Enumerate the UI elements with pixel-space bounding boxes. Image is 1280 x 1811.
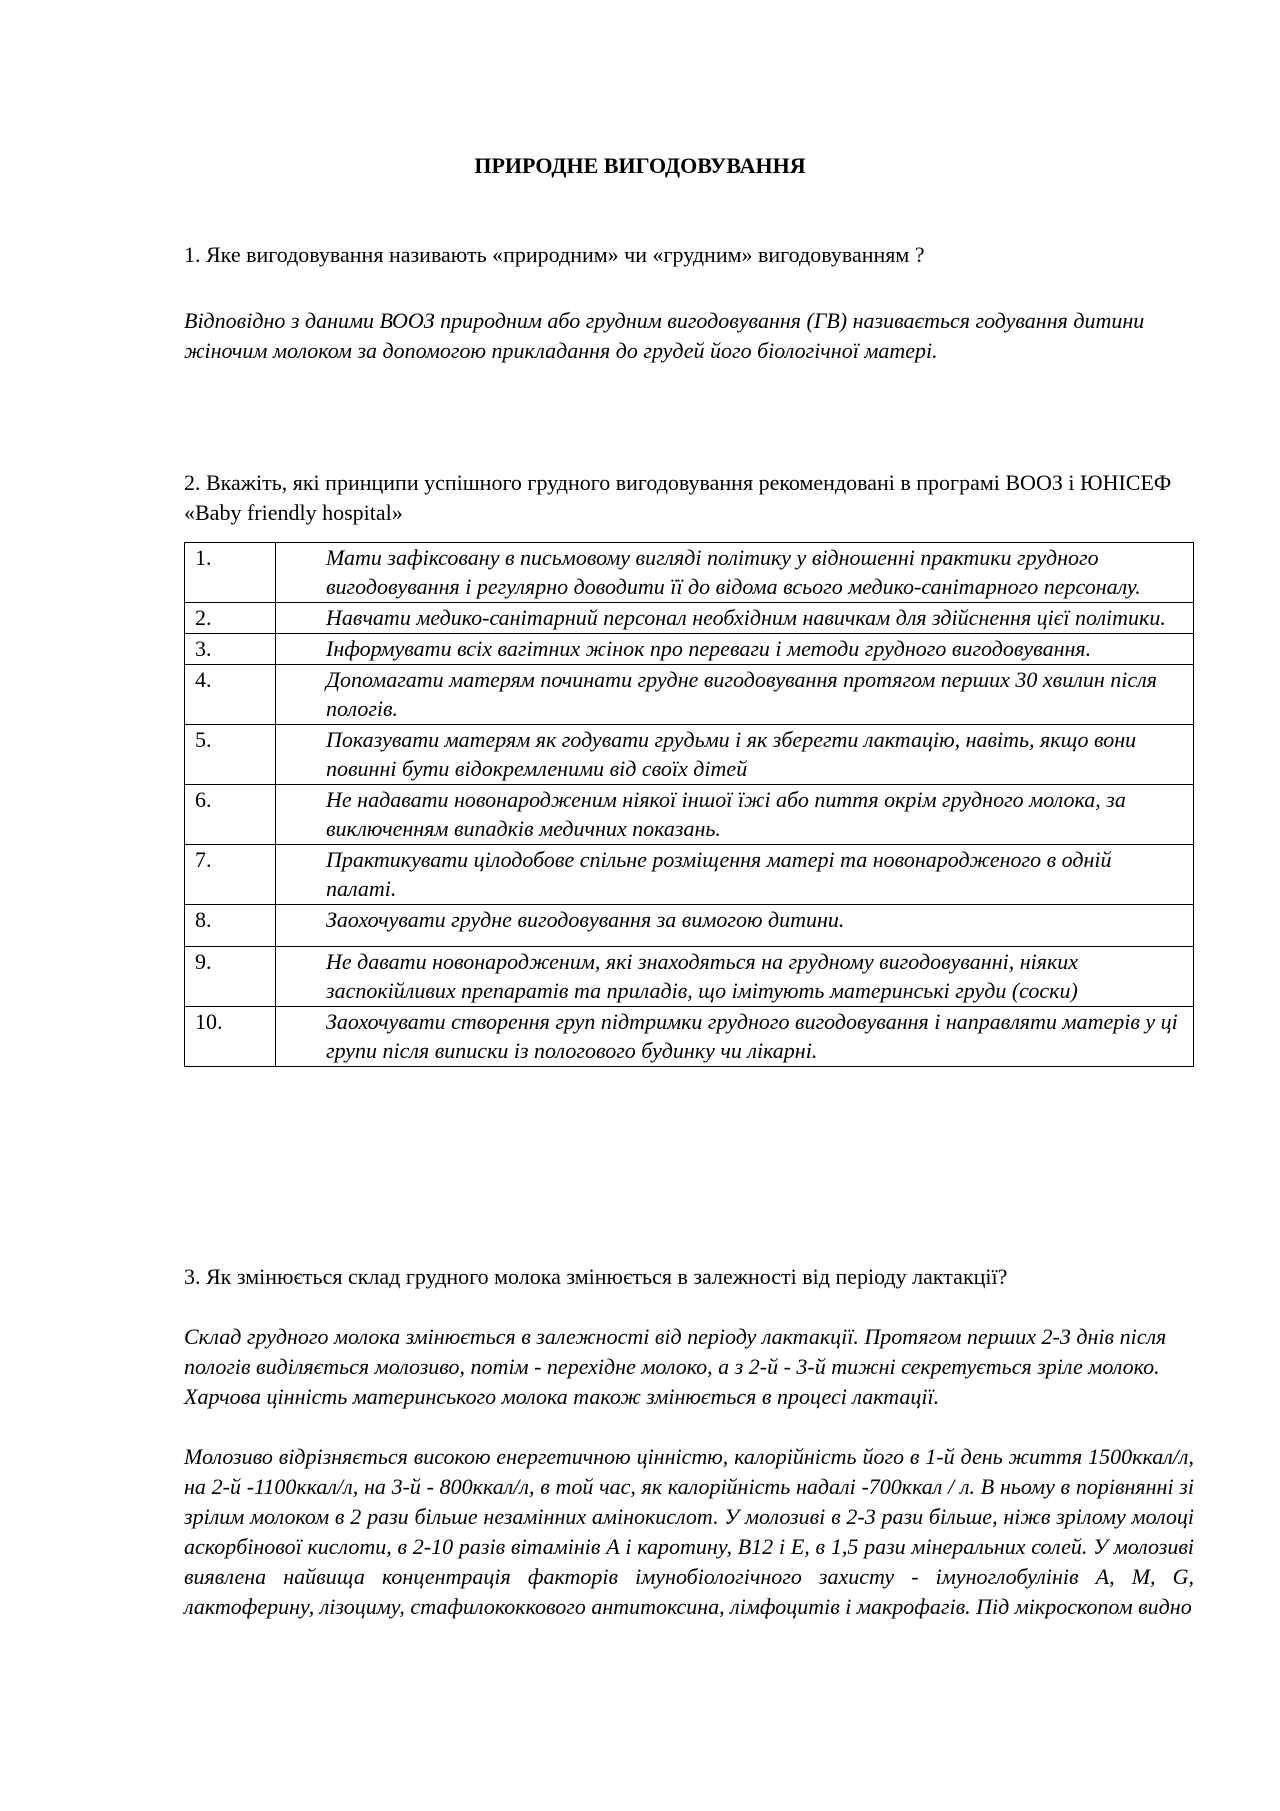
table-row xyxy=(185,905,1194,947)
table-row xyxy=(185,603,1194,634)
principle-number: 8. xyxy=(185,905,276,947)
principle-number: 10. xyxy=(185,1007,276,1067)
question-1: 1. Яке вигодовування називають «природним» чи «грудним» вигодовуванням ? xyxy=(184,242,925,267)
principle-text: Інформувати всіх вагітних жінок про переваги і методи грудного вигодовування. xyxy=(276,634,1194,665)
question-3: 3. Як змінюється склад грудного молока змінюється в залежності від періоду лактакції? xyxy=(184,1264,1008,1289)
answer-1: Відповідно з даними ВООЗ природним або грудним вигодовування (ГВ) називається годування дитини жіночим молоком за допомогою прикладання до грудей його біологічної матері. xyxy=(184,308,1145,363)
principle-text: Мати зафіксовану в письмовому вигляді політику у відношенні практики грудного вигодовування і регулярно доводити її до відома всього медико-санітарного персоналу. xyxy=(276,543,1194,603)
principle-text: Практикувати цілодобове спільне розміщення матері та новонародженого в одній палаті. xyxy=(276,845,1194,905)
principle-number: 7. xyxy=(185,845,276,905)
principle-text: Не надавати новонародженим ніякої іншої їжі або пиття окрім грудного молока, за виключенням випадків медичних показань. xyxy=(276,785,1194,845)
table-row xyxy=(185,1007,1194,1067)
question-2: 2. Вкажіть, які принципи успішного грудного вигодовування рекомендовані в програмі ВООЗ і ЮНІСЕФ «Baby friendly hospital» xyxy=(184,470,1172,525)
principle-text: Допомагати матерям починати грудне вигодовування протягом перших 30 хвилин після пологів. xyxy=(276,665,1194,725)
principle-text: Показувати матерям як годувати грудьми і як зберегти лактацію, навіть, якщо вони повинні бути відокремленими від своїх дітей xyxy=(276,725,1194,785)
principle-number: 9. xyxy=(185,947,276,1007)
table-row xyxy=(185,947,1194,1007)
principle-text: Заохочувати створення груп підтримки грудного вигодовування і направляти матерів у ці групи після виписки із пологового будинку чи лікарні. xyxy=(276,1007,1194,1067)
table-row xyxy=(185,845,1194,905)
answer-3-paragraph-1: Склад грудного молока змінюється в залежності від періоду лактакції. Протягом перших 2-3 днів після пологів виділяється молозиво, потім - перехідне молоко, а з 2-й - 3-й тижні секретується зріле молоко. Харчова цінність материнського молока також змінюється в процесі лактації. xyxy=(184,1324,1167,1409)
principle-text: Заохочувати грудне вигодовування за вимогою дитини. xyxy=(276,905,1194,947)
principle-number: 2. xyxy=(185,603,276,634)
principle-text: Не давати новонародженим, які знаходяться на грудному вигодовуванні, ніяких заспокійливих препаратів та приладів, що імітують материнські груди (соски) xyxy=(276,947,1194,1007)
principle-number: 4. xyxy=(185,665,276,725)
principle-number: 1. xyxy=(185,543,276,603)
principle-number: 3. xyxy=(185,634,276,665)
principles-table xyxy=(184,542,1194,1067)
principles-table-body xyxy=(185,543,1194,1067)
table-row xyxy=(185,665,1194,725)
principle-text: Навчати медико-санітарний персонал необхідним навичкам для здійснення цієї політики. xyxy=(276,603,1194,634)
table-row xyxy=(185,634,1194,665)
table-row xyxy=(185,785,1194,845)
answer-3-paragraph-2: Молозиво відрізняється високою енергетичною цінністю, калорійність його в 1-й день життя 1500ккал/л, на 2-й -1100ккал/л, на 3-й - 800ккал/л, в той час, як калорійність надалі -700ккал / л. В ньому в порівнянні зі зрілим молоком в 2 рази більше незамінних амінокислот. У молозиві в 2-3 рази більше, ніжв зрілому молоці аскорбінової кислоти, в 2-10 разів вітамінів А і каротину, В12 і Е, в 1,5 рази мінеральних солей. У молозиві виявлена найвища концентрація факторів імунобіологічного захисту - імуноглобулінів А, М, G, лактоферину, лізоциму, стафилококкового антитоксина, лімфоцитів і макрофагів. Під мікроскопом видно xyxy=(184,1444,1194,1619)
table-row xyxy=(185,725,1194,785)
table-row xyxy=(185,543,1194,603)
page-title: ПРИРОДНЕ ВИГОДОВУВАННЯ xyxy=(474,153,806,178)
principle-number: 6. xyxy=(185,785,276,845)
principle-number: 5. xyxy=(185,725,276,785)
